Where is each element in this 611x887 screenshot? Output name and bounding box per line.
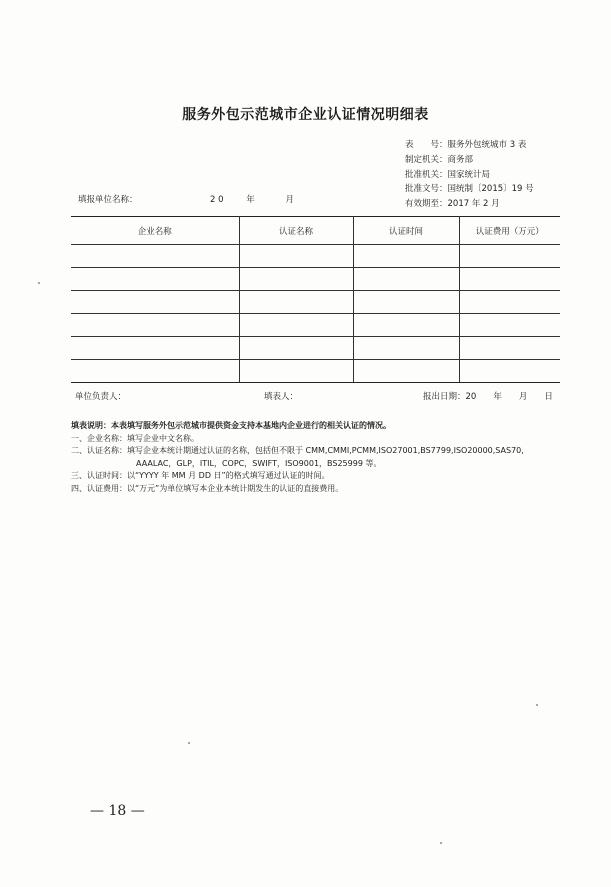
meta-key: 批准文号： bbox=[405, 184, 448, 195]
col-header-company-name: 企业名称 bbox=[71, 217, 239, 245]
table-cell[interactable] bbox=[239, 360, 353, 383]
table-cell[interactable] bbox=[71, 268, 239, 291]
col-header-cert-time: 认证时间 bbox=[353, 217, 459, 245]
table-cell[interactable] bbox=[239, 245, 353, 268]
page-number: — 18 — bbox=[90, 803, 145, 819]
report-date-label: 报出日期：20 年 月 日 bbox=[423, 392, 553, 402]
table-row bbox=[71, 245, 560, 268]
table-cell[interactable] bbox=[459, 337, 560, 360]
certification-table bbox=[71, 216, 560, 383]
meta-key: 表 号： bbox=[405, 140, 448, 150]
fill-date bbox=[210, 193, 314, 205]
col-header-cert-name: 认证名称 bbox=[239, 217, 353, 245]
table-cell[interactable] bbox=[353, 245, 459, 268]
table-row bbox=[71, 291, 560, 314]
table-cell[interactable] bbox=[71, 291, 239, 314]
scan-speck bbox=[440, 842, 442, 844]
responsible-person-label: 单位负责人： bbox=[75, 392, 127, 402]
table-cell[interactable] bbox=[353, 291, 459, 314]
meta-key: 批准机关： bbox=[405, 169, 448, 180]
meta-key: 有效期至： bbox=[405, 199, 448, 210]
table-cell[interactable] bbox=[459, 291, 560, 314]
table-row bbox=[71, 314, 560, 337]
table-cell[interactable] bbox=[459, 314, 560, 337]
table-cell[interactable] bbox=[71, 360, 239, 383]
table-row bbox=[71, 268, 560, 291]
table-cell[interactable] bbox=[459, 245, 560, 268]
filler-label: 填表人： bbox=[264, 392, 299, 402]
table-cell[interactable] bbox=[353, 360, 459, 383]
scan-speck bbox=[188, 742, 190, 744]
table-cell[interactable] bbox=[239, 268, 353, 291]
instruction-item: 三、认证时间：以“YYYY 年 MM 月 DD 日”的格式填写通过认证的时间。 bbox=[71, 471, 330, 480]
document-title: 服务外包示范城市企业认证情况明细表 bbox=[182, 107, 429, 123]
table-row bbox=[71, 360, 560, 383]
table-cell[interactable] bbox=[71, 245, 239, 268]
meta-value: 国统制〔2015〕19 号 bbox=[447, 184, 534, 195]
table-cell[interactable] bbox=[239, 291, 353, 314]
instruction-item: AAALAC，GLP，ITIL，COPC，SWIFT，ISO9001，BS25999 等。 bbox=[136, 458, 382, 468]
filling-instructions bbox=[71, 420, 571, 495]
table-header-row bbox=[71, 217, 560, 245]
table-cell[interactable] bbox=[459, 360, 560, 383]
meta-value: 2017 年 2 月 bbox=[447, 199, 500, 210]
scan-speck bbox=[536, 704, 538, 706]
col-header-cert-fee: 认证费用（万元） bbox=[459, 217, 560, 245]
meta-value: 国家统计局 bbox=[447, 169, 491, 180]
meta-value: 服务外包统城市 3 表 bbox=[447, 140, 527, 150]
meta-key: 制定机关： bbox=[405, 154, 448, 165]
table-cell[interactable] bbox=[459, 268, 560, 291]
fill-date-year: 年 bbox=[246, 195, 255, 205]
table-row bbox=[71, 337, 560, 360]
scan-speck bbox=[38, 282, 40, 284]
table-cell[interactable] bbox=[239, 337, 353, 360]
table-cell[interactable] bbox=[239, 314, 353, 337]
instruction-item: 二、认证名称：填写企业本统计期通过认证的名称，包括但不限于 CMM,CMMI,PCMM,ISO27001,BS7799,ISO20000,SAS70, bbox=[71, 446, 524, 455]
fill-unit-label: 填报单位名称： bbox=[78, 195, 138, 205]
meta-row-valid-until bbox=[405, 197, 534, 212]
form-metadata bbox=[405, 138, 534, 212]
table-cell[interactable] bbox=[353, 314, 459, 337]
instruction-item: 一、企业名称：填写企业中文名称。 bbox=[71, 433, 199, 443]
table-cell[interactable] bbox=[71, 314, 239, 337]
instruction-item: 四、认证费用：以“万元”为单位填写本企业本统计期发生的认证的直接费用。 bbox=[71, 483, 344, 493]
instructions-heading: 填表说明：本表填写服务外包示范城市提供资金支持本基地内企业进行的相关认证的情况。 bbox=[71, 421, 391, 430]
table-cell[interactable] bbox=[353, 337, 459, 360]
table-cell[interactable] bbox=[353, 268, 459, 291]
fill-date-month: 月 bbox=[285, 195, 294, 205]
table-cell[interactable] bbox=[71, 337, 239, 360]
fill-date-year-prefix: 2 0 bbox=[210, 195, 224, 205]
meta-row-approval-number bbox=[405, 182, 534, 197]
meta-row-form-number bbox=[405, 138, 534, 153]
meta-row-authority bbox=[405, 153, 534, 168]
meta-row-approver bbox=[405, 168, 534, 183]
meta-value: 商务部 bbox=[447, 154, 474, 165]
